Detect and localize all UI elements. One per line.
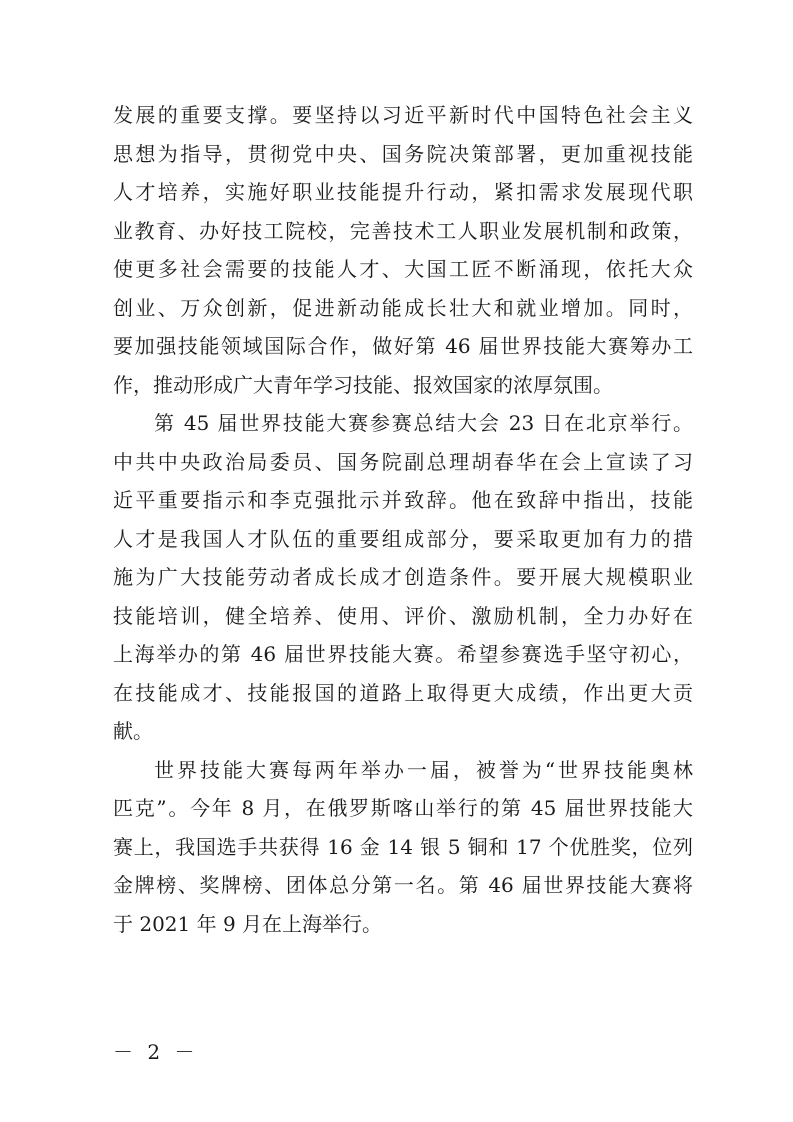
text-line: 作，推动形成广大青年学习技能、报效国家的浓厚氛围。 — [113, 372, 613, 397]
text-line: 思想为指导，贯彻党中央、国务院决策部署，更加重视技能 — [113, 141, 693, 166]
text-line: 于 2021 年 9 月在上海举行。 — [113, 911, 383, 936]
text-line: 上海举办的第 46 届世界技能大赛。希望参赛选手坚守初心， — [113, 642, 693, 666]
text-line: 中共中央政治局委员、国务院副总理胡春华在会上宣读了习 — [113, 449, 693, 474]
text-line: 赛上，我国选手共获得 16 金 14 银 5 铜和 17 个优胜奖，位列 — [113, 834, 693, 859]
text-line: 世界技能大赛每两年举办一届，被誉为“世界技能奥林 — [154, 757, 693, 782]
text-line: 施为广大技能劳动者成长成才创造条件。要开展大规模职业 — [113, 565, 693, 589]
text-line: 在技能成才、技能报国的道路上取得更大成绩，作出更大贡 — [113, 680, 693, 705]
paragraph-1 — [113, 96, 693, 404]
text-line: 人才是我国人才队伍的重要组成部分，要采取更加有力的措 — [113, 526, 693, 551]
text-line: 匹克”。今年 8 月，在俄罗斯喀山举行的第 45 届世界技能大 — [113, 796, 693, 820]
text-line: 要加强技能领域国际合作，做好第 46 届世界技能大赛筹办工 — [113, 334, 693, 358]
text-line: 献。 — [113, 719, 153, 743]
text-line: 业教育、办好技工院校，完善技术工人职业发展机制和政策， — [113, 218, 693, 243]
text-line: 第 45 届世界技能大赛参赛总结大会 23 日在北京举行。 — [154, 411, 693, 435]
text-line: 金牌榜、奖牌榜、团体总分第一名。第 46 届世界技能大赛将 — [113, 873, 693, 897]
text-line: 技能培训，健全培养、使用、评价、激励机制，全力办好在 — [113, 603, 693, 628]
text-line: 近平重要指示和李克强批示并致辞。他在致辞中指出，技能 — [113, 488, 693, 512]
text-line: 发展的重要支撑。要坚持以习近平新时代中国特色社会主义 — [113, 103, 693, 127]
text-line: 人才培养，实施好职业技能提升行动，紧扣需求发展现代职 — [113, 180, 693, 204]
text-line: 使更多社会需要的技能人才、大国工匠不断涌现，依托大众 — [113, 257, 693, 281]
paragraph-3 — [113, 751, 693, 944]
paragraph-2 — [113, 404, 693, 751]
text-line: 创业、万众创新，促进新动能成长壮大和就业增加。同时， — [113, 295, 693, 320]
page-number: － 2 － — [113, 1040, 199, 1064]
document-body — [113, 96, 693, 943]
